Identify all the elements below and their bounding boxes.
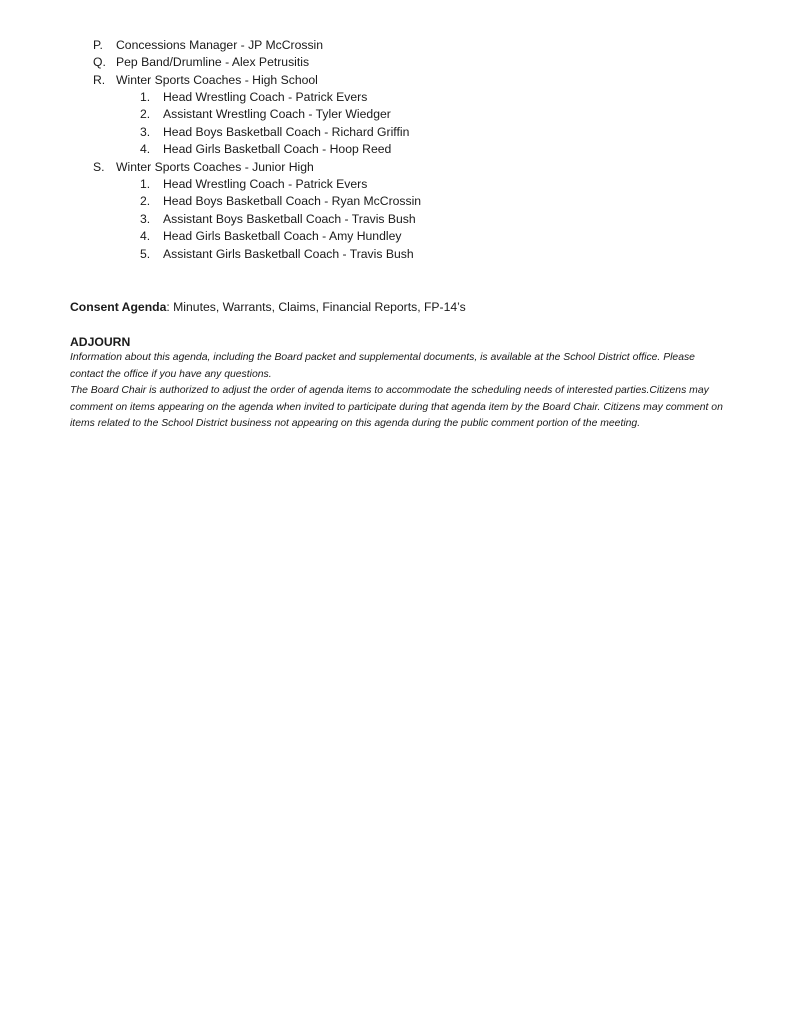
jh-coach-marker: 1.: [140, 177, 151, 191]
consent-agenda-label: Consent Agenda: [70, 300, 167, 314]
agenda-info-note: Information about this agenda, including the Board packet and supplemental documents, is available at the School District office. Please contact the office if you have any questions.: [70, 352, 695, 380]
board-chair-note: The Board Chair is authorized to adjust the order of agenda items to accommodate the scheduling needs of interested parties.Citizens may comment on items appearing on the agenda when invited to participate during that agenda item by the Board Chair. Citizens may comment on items related to the School District business not appearing on this agenda during the public comment portion of the meeting.: [70, 385, 723, 430]
jh-coach-marker: 2.: [140, 194, 151, 208]
hs-coach-text: Head Boys Basketball Coach - Richard Griffin: [163, 125, 410, 139]
hs-coach-text: Head Girls Basketball Coach - Hoop Reed: [163, 142, 392, 156]
agenda-item-text: Winter Sports Coaches - High School: [116, 73, 318, 87]
hs-coach-marker: 1.: [140, 90, 151, 104]
jh-coach-text: Head Wrestling Coach - Patrick Evers: [163, 177, 368, 191]
consent-agenda: [70, 299, 466, 316]
hs-coach-marker: 4.: [140, 142, 151, 156]
hs-coach-marker: 3.: [140, 125, 151, 139]
jh-coach-text: Assistant Girls Basketball Coach - Travis Bush: [163, 247, 414, 261]
jh-coach-marker: 5.: [140, 247, 151, 261]
jh-coach-text: Head Boys Basketball Coach - Ryan McCrossin: [163, 194, 422, 208]
agenda-item-text: Concessions Manager - JP McCrossin: [116, 38, 324, 52]
hs-coach-text: Assistant Wrestling Coach - Tyler Wiedger: [163, 107, 391, 121]
agenda-item-marker: R.: [93, 73, 106, 87]
jh-coach-marker: 4.: [140, 229, 151, 243]
consent-agenda-text: : Minutes, Warrants, Claims, Financial Reports, FP-14’s: [166, 300, 466, 314]
jh-coach-text: Head Girls Basketball Coach - Amy Hundley: [163, 229, 402, 243]
hs-coach-text: Head Wrestling Coach - Patrick Evers: [163, 90, 368, 104]
agenda-item-marker: Q.: [93, 55, 106, 69]
agenda-item-marker: P.: [93, 38, 103, 52]
agenda-item-text: Winter Sports Coaches - Junior High: [116, 160, 314, 174]
adjourn-heading: ADJOURN: [70, 335, 131, 349]
agenda-item-text: Pep Band/Drumline - Alex Petrusitis: [116, 55, 310, 69]
jh-coach-marker: 3.: [140, 212, 151, 226]
hs-coach-marker: 2.: [140, 107, 151, 121]
jh-coach-text: Assistant Boys Basketball Coach - Travis Bush: [163, 212, 416, 226]
agenda-item-marker: S.: [93, 160, 105, 174]
